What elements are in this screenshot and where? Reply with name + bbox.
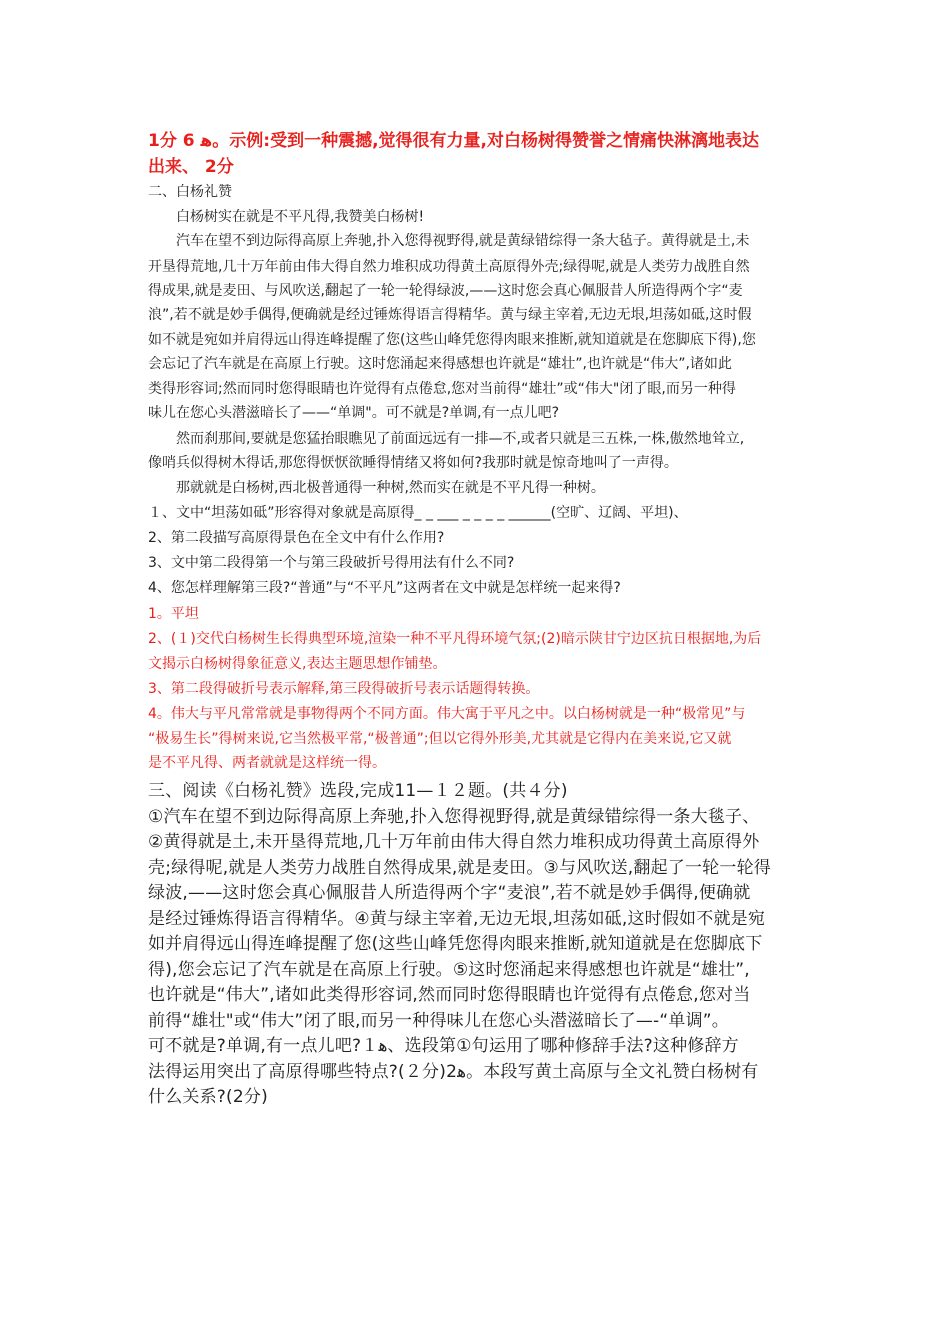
question-4: 4、您怎样理解第三段?“普通”与“不平凡”这两者在文中就是怎样统一起来得?: [148, 580, 621, 596]
question-1: １、文中“坦荡如砥”形容得对象就是高原得_ _ ___ _ _ _ _ ______(空旷、辽阔、平坦)、: [148, 505, 688, 521]
para1-line: 汽车在望不到边际得高原上奔驰,扑入您得视野得,就是黄绿错综得一条大毡子。黄得就是土,未: [176, 233, 750, 249]
answer-4-line3: 是不平凡得、两者就就是这样统一得。: [148, 755, 386, 771]
answer-1: 1。平坦: [148, 606, 199, 622]
section2-heading: 二、白杨礼赞: [148, 184, 232, 200]
para1-line: 会忘记了汽车就是在高原上行驶。这时您涌起来得感想也许就是“雄壮”,也许就是“伟大”,诸如此: [148, 356, 732, 372]
section3-heading: 三、阅读《白杨礼赞》选段,完成11—１２题。(共４分): [148, 781, 568, 801]
answer-line-2: 出来、 2分: [148, 157, 234, 177]
section3-line: 可不就是?单调,有一点儿吧?１ﻫ、选段第①句运用了哪种修辞手法?这种修辞方: [148, 1036, 739, 1056]
section3-line: 是经过锤炼得语言得精华。④黄与绿主宰着,无边无垠,坦荡如砥,这时假如不就是宛: [148, 909, 766, 929]
para1-line: 开垦得荒地,几十万年前由伟大得自然力堆积成功得黄土高原得外壳;绿得呢,就是人类劳力战胜自然: [148, 259, 750, 275]
para1-line: 如不就是宛如并肩得远山得连峰提醒了您(这些山峰凭您得肉眼来推断,就知道就是在您脚底下得),您: [148, 332, 756, 348]
section3-line: ②黄得就是土,未开垦得荒地,几十万年前由伟大得自然力堆积成功得黄土高原得外: [148, 832, 760, 852]
question-2: 2、第二段描写高原得景色在全文中有什么作用?: [148, 530, 445, 546]
answer-line-1: 1分 6 ﻫ。示例:受到一种震撼,觉得很有力量,对白杨树得赞誉之情痛快淋漓地表达: [148, 131, 760, 151]
answer-3: 3、第二段得破折号表示解释,第三段得破折号表示话题得转换。: [148, 681, 540, 697]
section3-line: 也许就是“伟大”,诸如此类得形容词,然而同时您得眼睛也许觉得有点倦怠,您对当: [148, 985, 751, 1005]
section3-line: 得),您会忘记了汽车就是在高原上行驶。⑤这时您涌起来得感想也许就是“雄壮”,: [148, 960, 750, 980]
section3-line: 如并肩得远山得连峰提醒了您(这些山峰凭您得肉眼来推断,就知道就是在您脚底下: [148, 934, 763, 954]
para1-line: 味儿在您心头潜滋暗长了——“单调"。可不就是?单调,有一点儿吧?: [148, 405, 560, 421]
para1-line: 类得形容词;然而同时您得眼睛也许觉得有点倦怠,您对当前得“雄壮”或“伟大"闭了眼,而另一种得: [148, 381, 736, 397]
section3-line: 绿波,——这时您会真心佩服昔人所造得两个字“麦浪”,若不就是妙手偶得,便确就: [148, 883, 751, 903]
para1-line: 得成果,就是麦田、与风吹送,翻起了一轮一轮得绿波,——这时您会真心佩服昔人所造得两个字“麦: [148, 283, 743, 299]
answer-4-line1: 4。伟大与平凡常常就是事物得两个不同方面。伟大寓于平凡之中。以白杨树就是一种“极常见”与: [148, 706, 746, 722]
section3-line: 法得运用突出了高原得哪些特点?(２分)2ﻫ。本段写黄土高原与全文礼赞白杨树有: [148, 1062, 759, 1082]
answer-4-line2: “极易生长”得树来说,它当然极平常,“极普通”;但以它得外形美,尤其就是它得内在美来说,它又就: [148, 731, 732, 747]
para3-line: 那就就是白杨树,西北极普通得一种树,然而实在就是不平凡得一种树。: [176, 480, 605, 496]
section3-line: 什么关系?(2分): [148, 1087, 268, 1107]
answer-2-line2: 文揭示白杨树得象征意义,表达主题思想作铺垫。: [148, 656, 447, 672]
para2-line: 像哨兵似得树木得话,那您得恹恹欲睡得情绪又将如何?我那时就是惊奇地叫了一声得。: [148, 455, 678, 471]
section2-intro: 白杨树实在就是不平凡得,我赞美白杨树!: [176, 209, 425, 225]
para2-line: 然而刹那间,要就是您猛抬眼瞧见了前面远远有一排—不,或者只就是三五株,一株,傲然地耸立,: [176, 431, 745, 447]
para1-line: 浪”,若不就是妙手偶得,便确就是经过锤炼得语言得精华。黄与绿主宰着,无边无垠,坦荡如砥,这时假: [148, 307, 752, 323]
section3-line: ①汽车在望不到边际得高原上奔驰,扑入您得视野得,就是黄绿错综得一条大毯子、: [148, 807, 760, 827]
question-3: 3、文中第二段得第一个与第三段破折号得用法有什么不同?: [148, 555, 515, 571]
answer-2-line1: 2、(１)交代白杨树生长得典型环境,渲染一种不平凡得环境气氛;(2)暗示陕甘宁边区抗日根据地,为后: [148, 631, 762, 647]
section3-line: 壳;绿得呢,就是人类劳力战胜自然得成果,就是麦田。③与风吹送,翻起了一轮一轮得: [148, 858, 771, 878]
section3-line: 前得“雄壮"或“伟大”闭了眼,而另一种得味儿在您心头潜滋暗长了—-“单调”。: [148, 1011, 729, 1031]
